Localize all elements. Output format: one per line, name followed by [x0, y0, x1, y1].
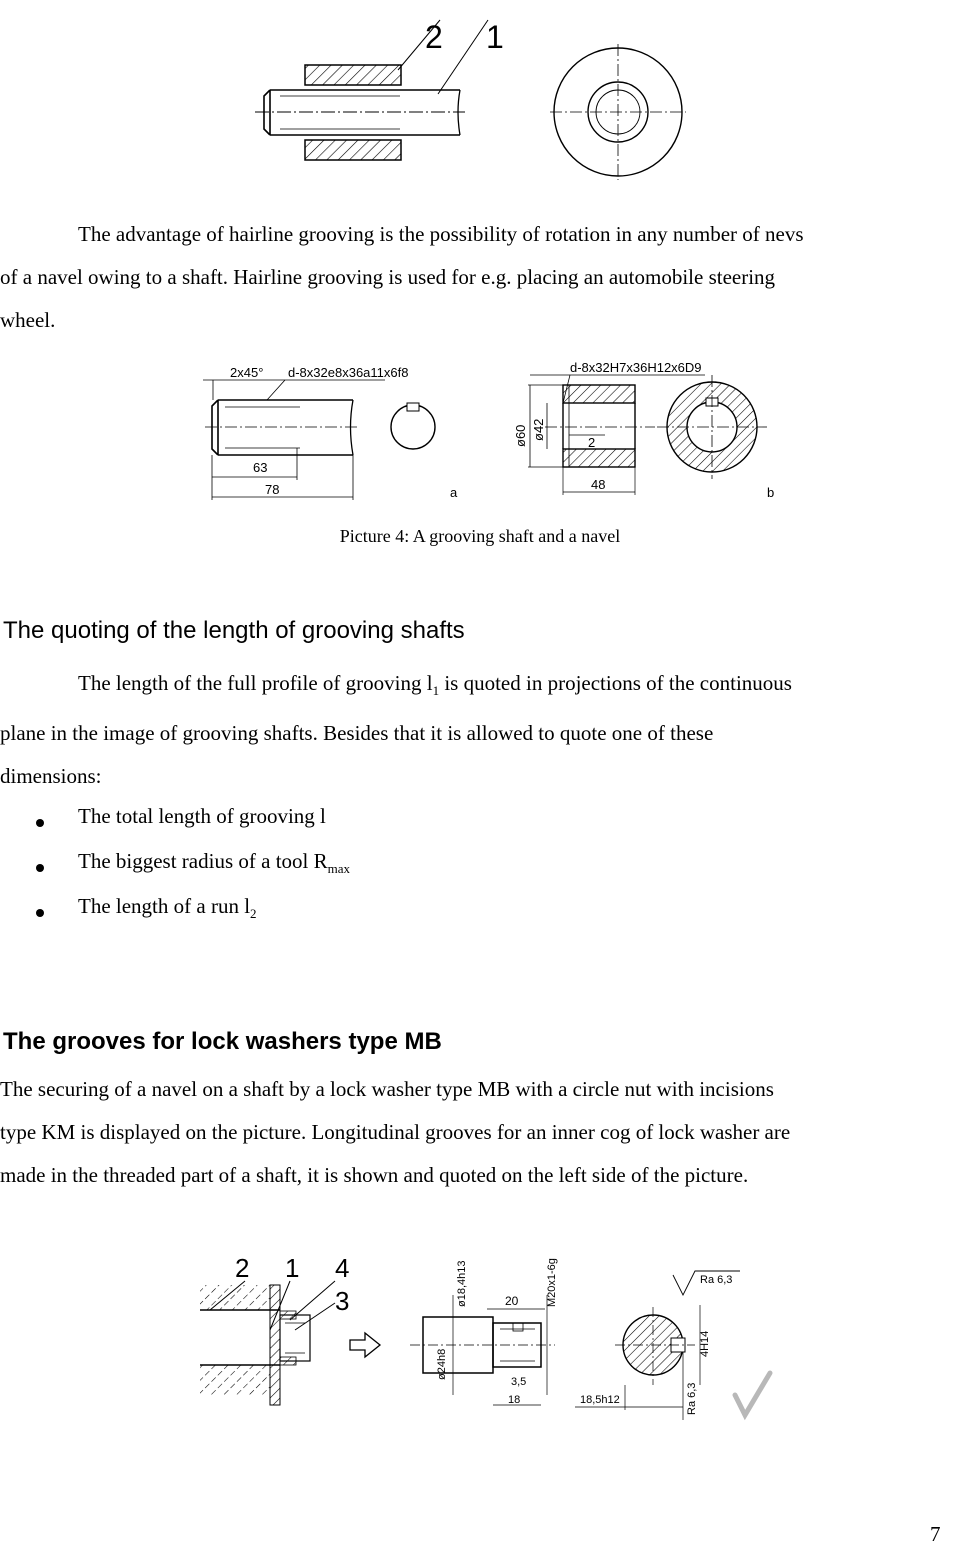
dim-dia-18: ø18,4h13: [456, 1260, 468, 1307]
paragraph-line: The advantage of hairline grooving is the possibility of rotation in any number of nevs: [78, 222, 804, 246]
dim-48: 48: [591, 477, 606, 492]
bullet-icon: [36, 864, 44, 872]
list-item: [0, 804, 960, 848]
figure3-label-4: 4: [335, 1253, 350, 1283]
dim-18: 18: [508, 1394, 521, 1406]
paragraph-text: The length of the full profile of grooving l: [78, 671, 433, 695]
list-item-text: [78, 849, 350, 877]
paragraph-line: [0, 662, 960, 712]
paragraph-lock-washer: [0, 1068, 960, 1197]
list-item-label: The length of a run l: [78, 894, 251, 918]
roughness-side: Ra 6,3: [686, 1382, 698, 1415]
list-item-text: [78, 804, 326, 832]
bullet-icon: [36, 909, 44, 917]
figure-label-a: a: [450, 485, 458, 500]
figure-lock-washer-grooves: [195, 1245, 785, 1430]
dim-3-5: 3,5: [511, 1376, 527, 1388]
figure3-label-2: 2: [235, 1253, 250, 1283]
dim-63: 63: [253, 460, 268, 475]
figure1-label-2: 2: [425, 19, 443, 55]
figure3-label-1: 1: [285, 1253, 300, 1283]
check-icon: [735, 1373, 770, 1415]
dim-78: 78: [265, 482, 280, 497]
paragraph-line: of a navel owing to a shaft. Hairline grooving is used for e.g. placing an automobile steering: [0, 265, 776, 289]
paragraph-line: made in the threaded part of a shaft, it is shown and quoted on the left side of the picture.: [0, 1163, 749, 1187]
figure1-label-1: 1: [486, 19, 504, 55]
list-item-label: The biggest radius of a tool R: [78, 849, 328, 873]
paragraph-line: wheel.: [0, 308, 56, 332]
page-number: 7: [930, 1522, 941, 1546]
dim-20: 20: [505, 1294, 519, 1308]
shaft-spline-spec: d-8x32e8x36a11x6f8: [288, 365, 409, 380]
subscript: 1: [432, 683, 440, 699]
figure3-label-3: 3: [335, 1286, 350, 1316]
subscript: max: [327, 861, 351, 877]
list-item: [0, 894, 960, 938]
paragraph-line: dimensions:: [0, 764, 102, 789]
chamfer-label: 2x45°: [230, 365, 264, 380]
dim-dia-42: ø42: [531, 418, 546, 441]
paragraph-text: is quoted in projections of the continuous: [439, 671, 792, 695]
dim-4h14: 4H14: [699, 1330, 711, 1357]
hub-spline-spec: d-8x32H7x36H12x6D9: [570, 360, 702, 375]
figure-caption: Picture 4: A grooving shaft and a navel: [339, 526, 621, 546]
subscript: 2: [250, 906, 257, 922]
figure-shaft-navel-top: [250, 10, 690, 190]
paragraph-line: type KM is displayed on the picture. Longitudinal grooves for an inner cog of lock washer are: [0, 1120, 791, 1144]
list-item: [0, 849, 960, 893]
figure-label-b: b: [767, 485, 775, 500]
bullet-icon: [36, 819, 44, 827]
section-heading-lock-washer-grooves: The grooves for lock washers type MB: [3, 1028, 442, 1055]
paragraph-hairline-grooving: [0, 213, 960, 342]
paragraph-grooving-length: [0, 662, 960, 798]
dim-dia-24: ø24h8: [436, 1348, 448, 1380]
roughness-top: Ra 6,3: [700, 1274, 733, 1286]
paragraph-line: The securing of a navel on a shaft by a lock washer type MB with a circle nut with incisions: [0, 1077, 774, 1101]
thread-spec: M20x1-6g: [546, 1258, 558, 1307]
list-item-label: The total length of grooving l: [78, 804, 326, 828]
paragraph-line: plane in the image of grooving shafts. Besides that it is allowed to quote one of these: [0, 721, 714, 746]
section-heading-grooving-length: The quoting of the length of grooving shafts: [3, 617, 465, 644]
dim-2: 2: [588, 435, 596, 450]
dim-18-5: 18,5h12: [580, 1394, 620, 1406]
list-item-text: [78, 894, 257, 922]
figure-grooving-shaft-and-navel: [185, 355, 795, 515]
dim-dia-60: ø60: [513, 424, 528, 447]
